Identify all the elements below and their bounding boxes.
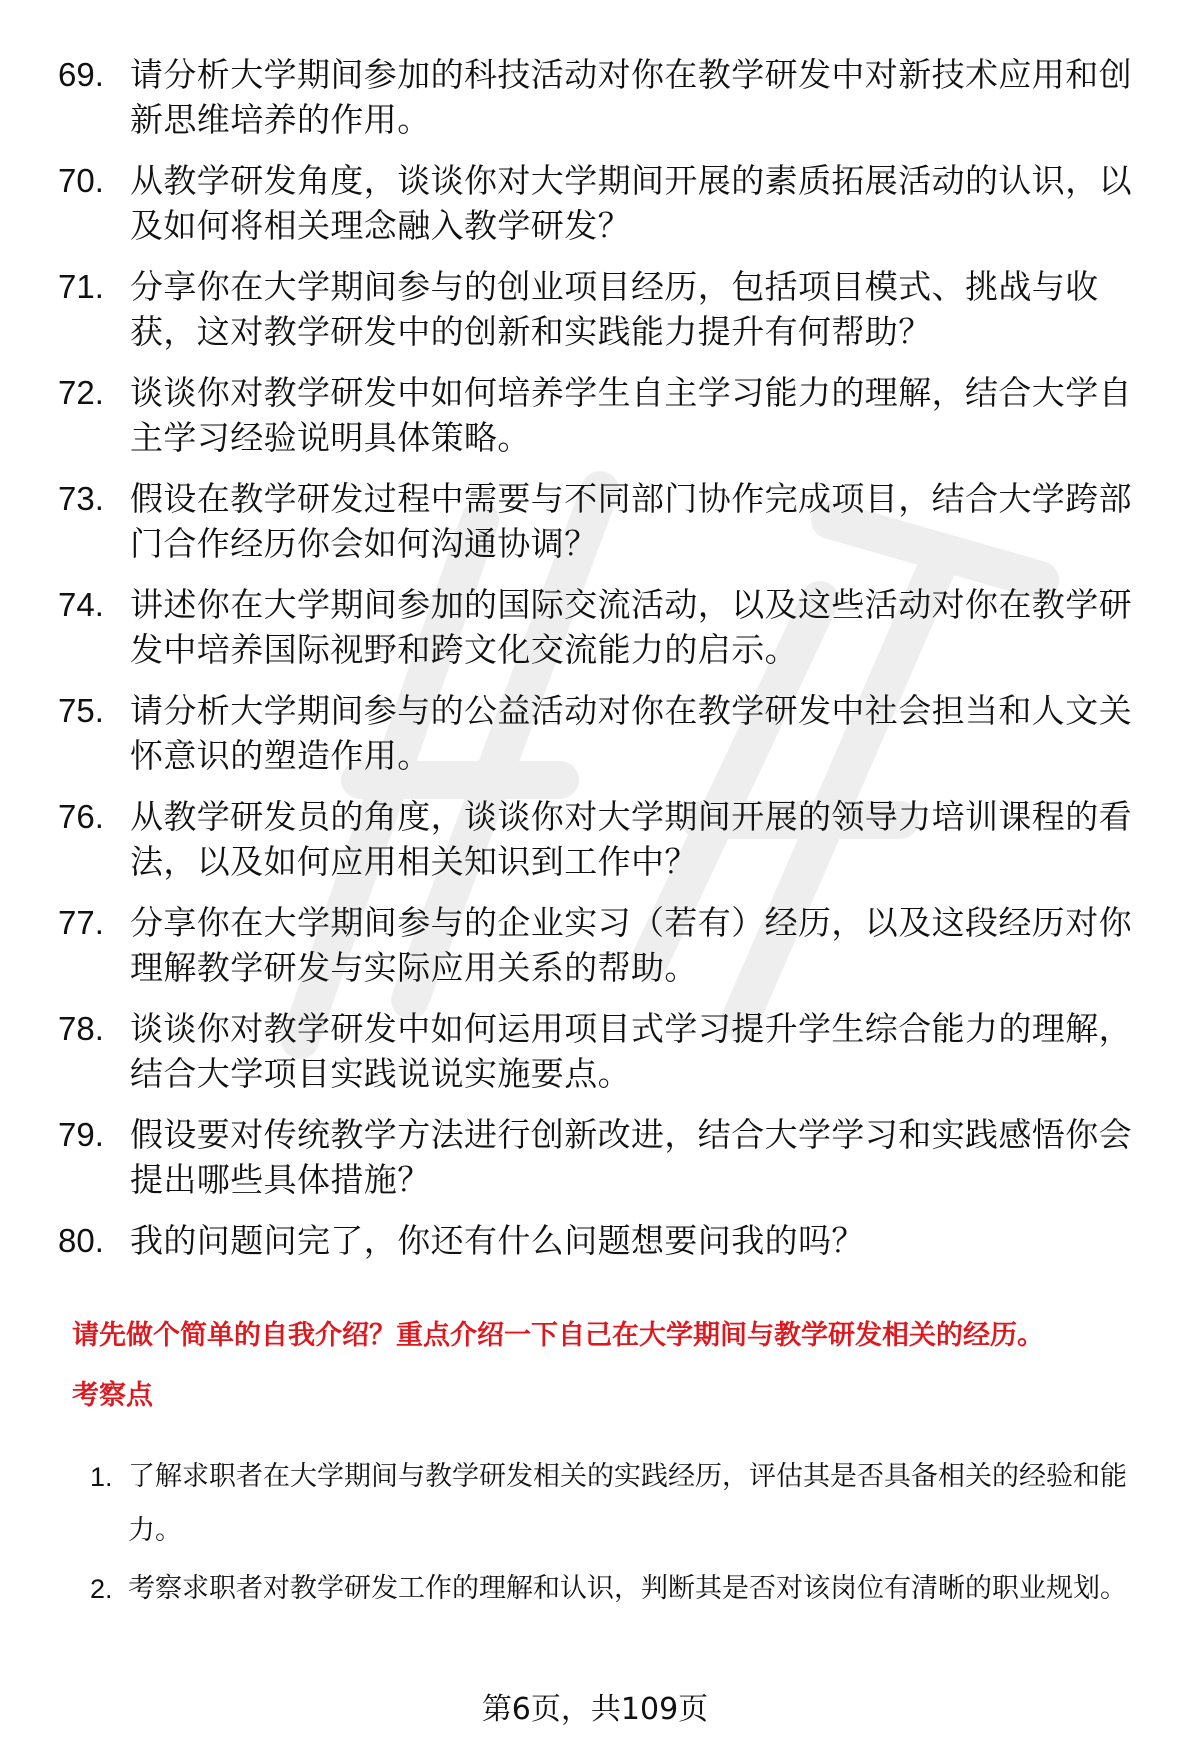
question-text: 分享你在大学期间参与的企业实习（若有）经历，以及这段经历对你理解教学研发与实际应用关系的帮助。 bbox=[130, 903, 1132, 987]
question-number: 70. bbox=[58, 162, 104, 199]
focus-point-item bbox=[90, 1562, 1150, 1616]
question-number: 69. bbox=[58, 56, 104, 93]
focus-point-item bbox=[90, 1450, 1150, 1558]
question-text: 从教学研发角度，谈谈你对大学期间开展的素质拓展活动的认识，以及如何将相关理念融入教学研发？ bbox=[130, 161, 1132, 245]
question-text: 假设在教学研发过程中需要与不同部门协作完成项目，结合大学跨部门合作经历你会如何沟通协调？ bbox=[130, 479, 1132, 563]
focus-point-text: 了解求职者在大学期间与教学研发相关的实践经历，评估其是否具备相关的经验和能力。 bbox=[128, 1461, 1127, 1546]
question-text: 从教学研发员的角度，谈谈你对大学期间开展的领导力培训课程的看法，以及如何应用相关知识到工作中？ bbox=[130, 797, 1132, 881]
question-text: 分享你在大学期间参与的创业项目经历，包括项目模式、挑战与收获，这对教学研发中的创新和实践能力提升有何帮助？ bbox=[130, 267, 1099, 351]
focus-point-text: 考察求职者对教学研发工作的理解和认识，判断其是否对该岗位有清晰的职业规划。 bbox=[128, 1573, 1127, 1604]
question-item bbox=[58, 476, 1148, 566]
question-number: 78. bbox=[58, 1010, 104, 1047]
question-item bbox=[58, 1006, 1148, 1096]
question-list bbox=[58, 52, 1148, 1279]
question-item bbox=[58, 158, 1148, 248]
question-item bbox=[58, 264, 1148, 354]
question-number: 80. bbox=[58, 1222, 104, 1259]
focus-point-number: 2. bbox=[90, 1574, 113, 1604]
question-number: 79. bbox=[58, 1116, 104, 1153]
question-number: 72. bbox=[58, 374, 104, 411]
question-number: 73. bbox=[58, 480, 104, 517]
question-text: 讲述你在大学期间参加的国际交流活动，以及这些活动对你在教学研发中培养国际视野和跨文化交流能力的启示。 bbox=[130, 585, 1132, 669]
question-text: 请分析大学期间参加的科技活动对你在教学研发中对新技术应用和创新思维培养的作用。 bbox=[130, 55, 1132, 139]
question-item bbox=[58, 52, 1148, 142]
question-number: 77. bbox=[58, 904, 104, 941]
question-text: 请分析大学期间参与的公益活动对你在教学研发中社会担当和人文关怀意识的塑造作用。 bbox=[130, 691, 1132, 775]
section-question-heading: 请先做个简单的自我介绍？重点介绍一下自己在大学期间与教学研发相关的经历。 bbox=[72, 1320, 1044, 1351]
question-text: 我的问题问完了，你还有什么问题想要问我的吗？ bbox=[130, 1221, 865, 1260]
question-item bbox=[58, 370, 1148, 460]
question-number: 75. bbox=[58, 692, 104, 729]
focus-points-list bbox=[90, 1450, 1150, 1620]
question-item bbox=[58, 794, 1148, 884]
question-item bbox=[58, 1218, 1148, 1263]
question-item bbox=[58, 900, 1148, 990]
question-number: 76. bbox=[58, 798, 104, 835]
question-text: 谈谈你对教学研发中如何运用项目式学习提升学生综合能力的理解，结合大学项目实践说说实施要点。 bbox=[130, 1009, 1132, 1093]
question-text: 谈谈你对教学研发中如何培养学生自主学习能力的理解，结合大学自主学习经验说明具体策略。 bbox=[130, 373, 1132, 457]
question-number: 71. bbox=[58, 268, 104, 305]
question-item bbox=[58, 582, 1148, 672]
question-item bbox=[58, 688, 1148, 778]
question-item bbox=[58, 1112, 1148, 1202]
focus-points-label: 考察点 bbox=[72, 1380, 153, 1411]
focus-point-number: 1. bbox=[90, 1462, 113, 1492]
page-number-footer: 第6页，共109页 bbox=[481, 1692, 709, 1727]
question-text: 假设要对传统教学方法进行创新改进，结合大学学习和实践感悟你会提出哪些具体措施？ bbox=[130, 1115, 1132, 1199]
question-number: 74. bbox=[58, 586, 104, 623]
